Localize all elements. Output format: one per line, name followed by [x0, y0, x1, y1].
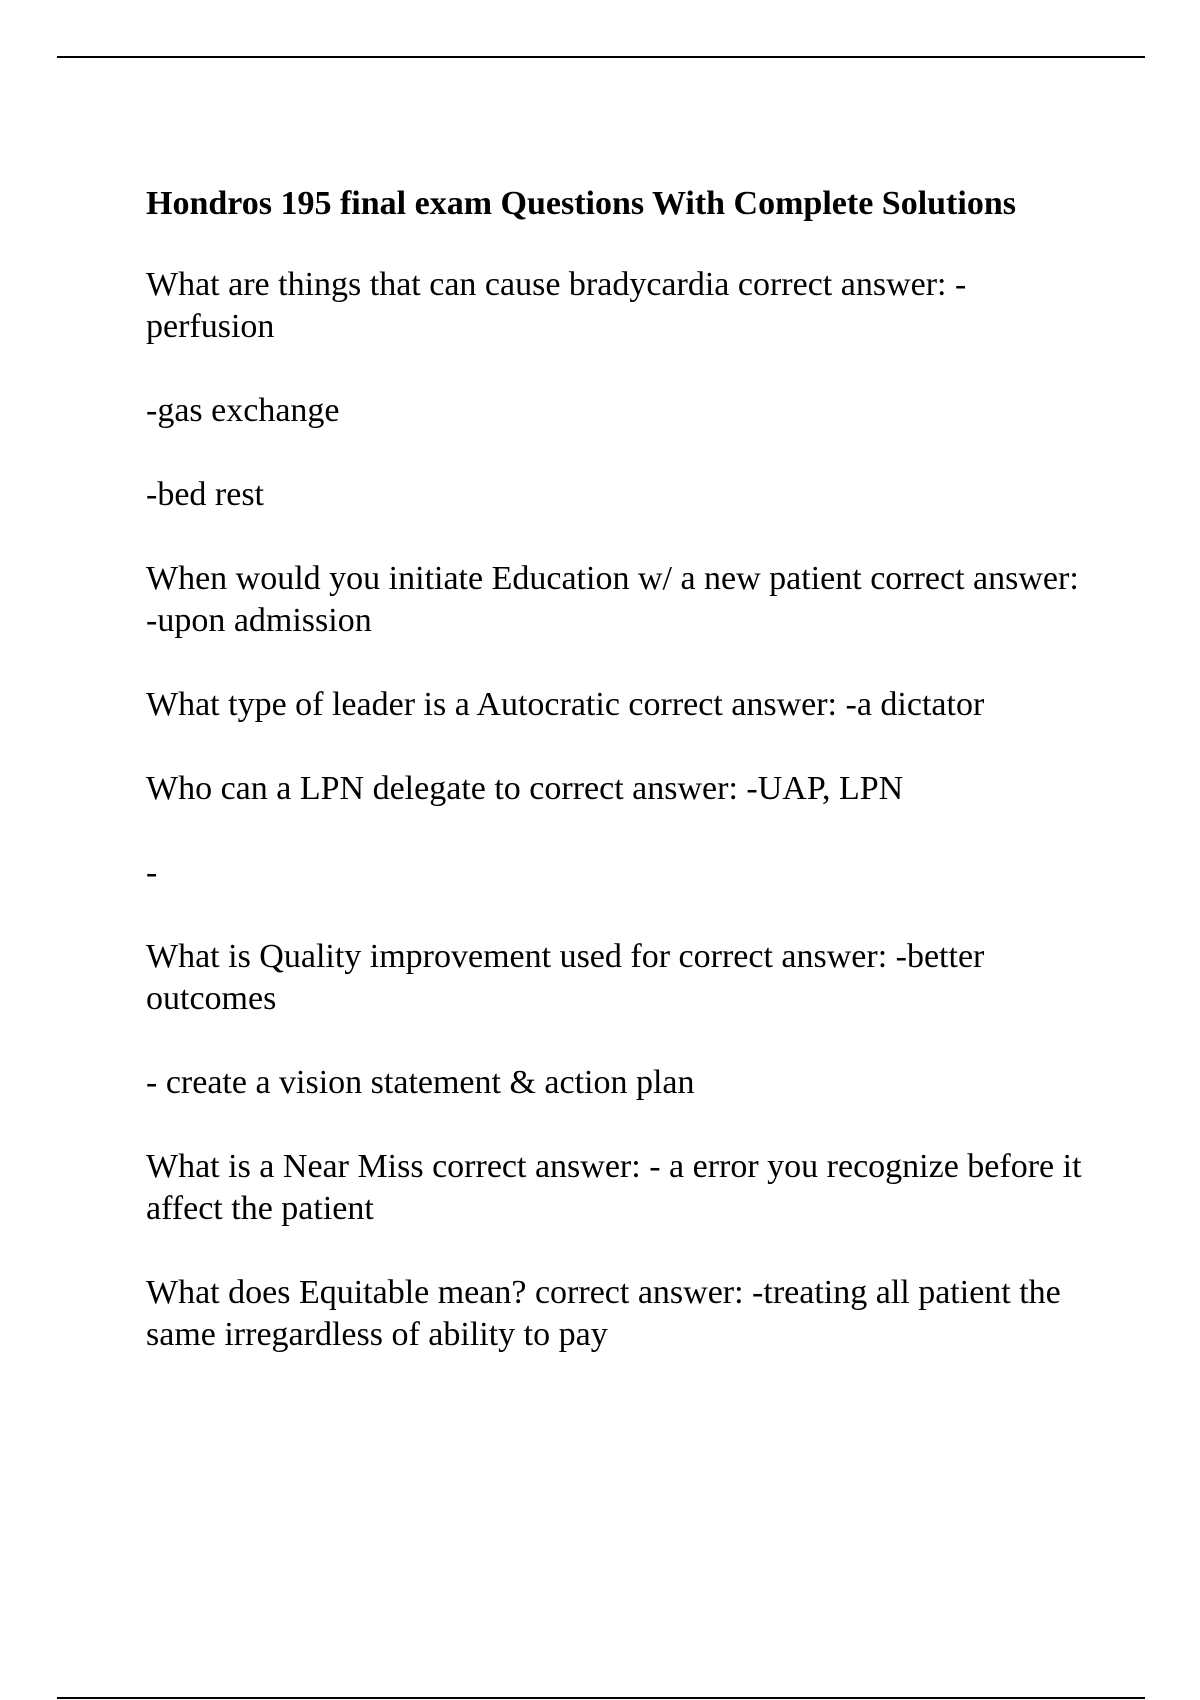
paragraph-bed-rest: -bed rest	[146, 476, 265, 513]
paragraph-delegation-question: Who can a LPN delegate to correct answer: -UAP, LPN	[146, 770, 904, 807]
bottom-divider	[57, 1697, 1145, 1699]
paragraph-education-question: When would you initiate Education w/ a new patient correct answer: -upon admission	[146, 560, 1079, 639]
paragraph-bradycardia-question: What are things that can cause bradycardia correct answer: -perfusion	[146, 266, 967, 345]
paragraph-autocratic-question: What type of leader is a Autocratic correct answer: -a dictator	[146, 686, 985, 723]
document-title: Hondros 195 final exam Questions With Complete Solutions	[146, 185, 1016, 222]
paragraph-vision-statement: - create a vision statement & action plan	[146, 1064, 695, 1101]
paragraph-equitable-question: What does Equitable mean? correct answer: -treating all patient the same irregardless of ability to pay	[146, 1274, 1061, 1353]
paragraph-near-miss-question: What is a Near Miss correct answer: - a error you recognize before it affect the patient	[146, 1148, 1082, 1227]
paragraph-dash: -	[146, 854, 158, 891]
document-body	[146, 184, 1091, 1398]
paragraph-gas-exchange: -gas exchange	[146, 392, 340, 429]
top-divider	[57, 56, 1145, 58]
paragraph-quality-improvement-question: What is Quality improvement used for correct answer: -better outcomes	[146, 938, 985, 1017]
